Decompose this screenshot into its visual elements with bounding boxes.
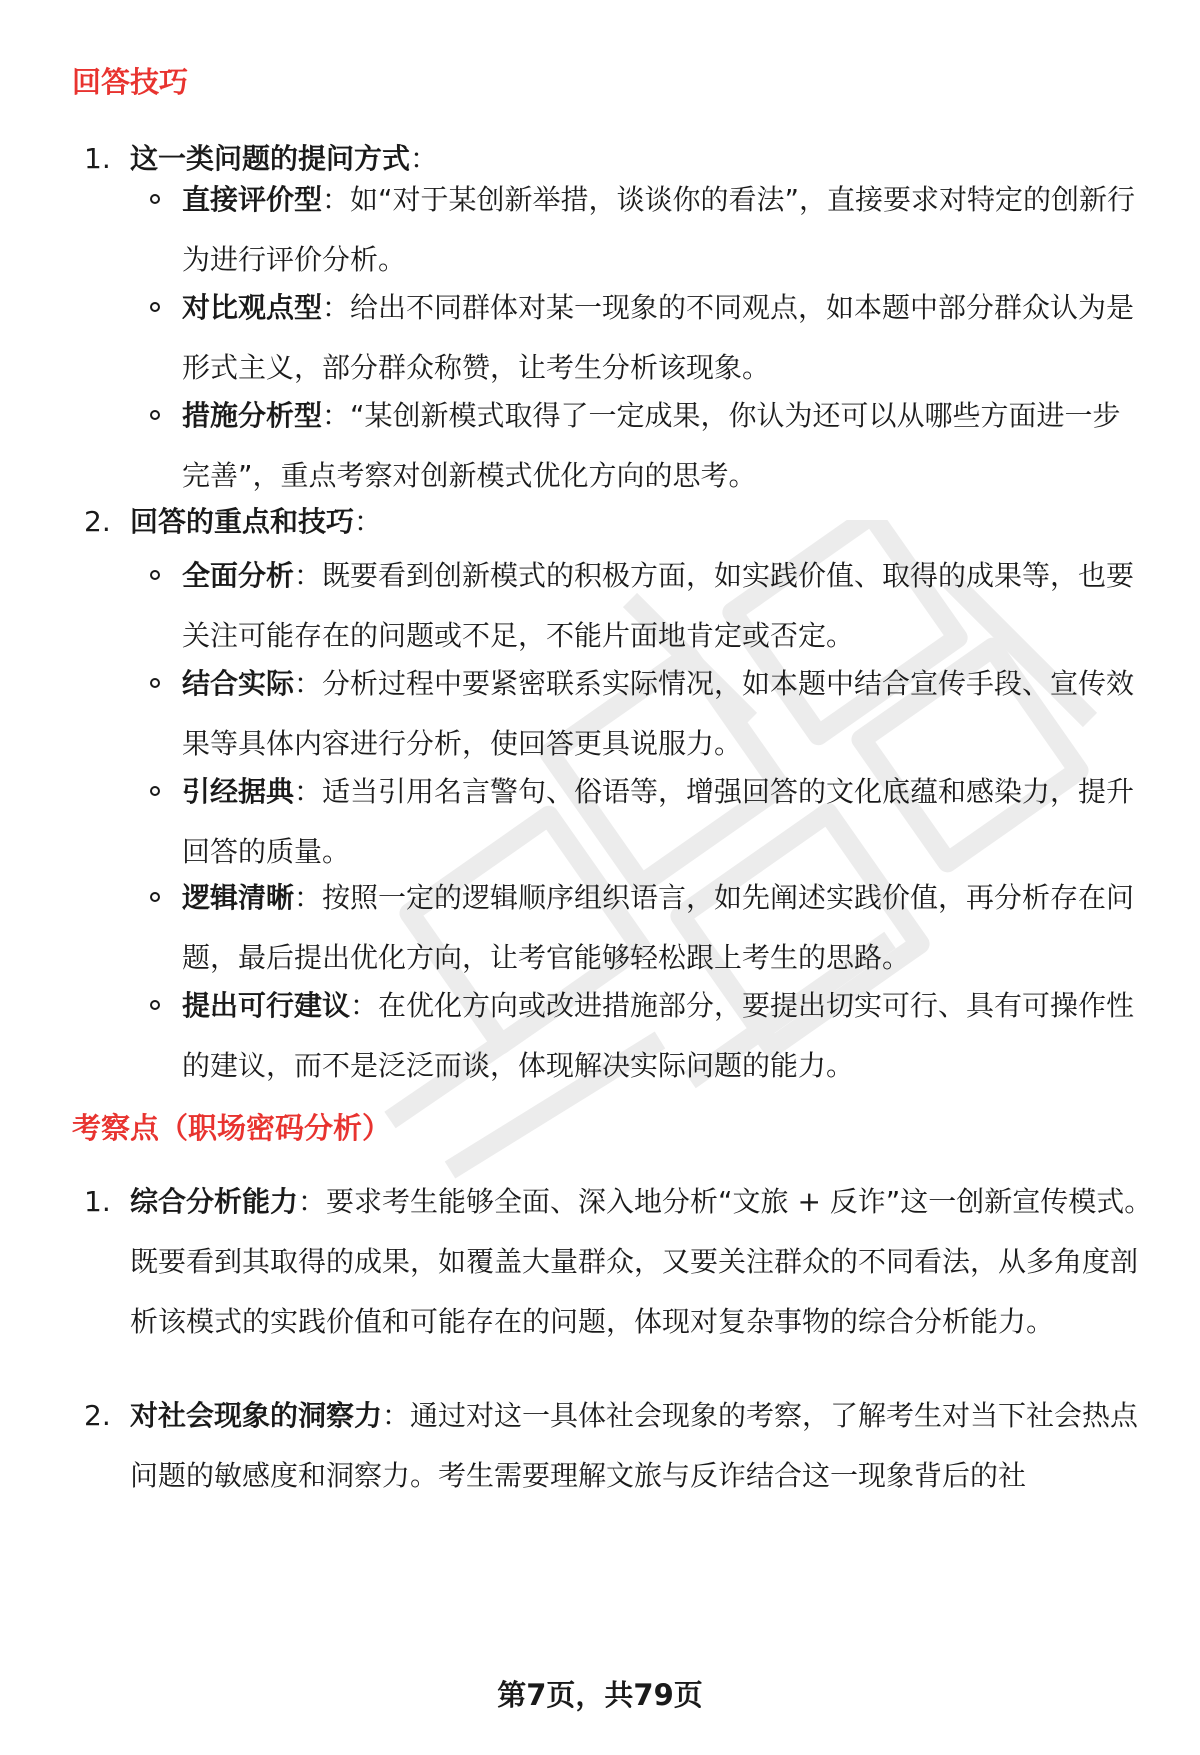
bullet-title: 全面分析 xyxy=(182,559,295,592)
bullet-item xyxy=(150,762,1140,882)
bullet-text: 既要看到创新模式的积极方面，如实践价值、取得的成果等，也要关注可能存在的问题或不足，不能片面地肯定或否定。 xyxy=(182,559,1135,652)
item-number: 2. xyxy=(84,1399,111,1432)
bullet-text: 如“对于某创新举措，谈谈你的看法”，直接要求对特定的创新行为进行评价分析。 xyxy=(182,183,1136,276)
bullet-text: 按照一定的逻辑顺序组织语言，如先阐述实践价值，再分析存在问题，最后提出优化方向，让考官能够轻松跟上考生的思路。 xyxy=(182,881,1135,974)
item-text: 要求考生能够全面、深入地分析“文旅 + 反诈”这一创新宣传模式。既要看到其取得的成果，如覆盖大量群众，又要关注群众的不同看法，从多角度剖析该模式的实践价值和可能存在的问题，体现对复杂事物的综合分析能力。 xyxy=(130,1185,1153,1338)
item-text: 通过对这一具体社会现象的考察，了解考生对当下社会热点问题的敏感度和洞察力。考生需要理解文旅与反诈结合这一现象背后的社 xyxy=(130,1399,1139,1492)
item-separator: ： xyxy=(382,1399,411,1432)
bullet-text: 分析过程中要紧密联系实际情况，如本题中结合宣传手段、宣传效果等具体内容进行分析，使回答更具说服力。 xyxy=(182,667,1135,760)
item-title: 这一类问题的提问方式 xyxy=(130,142,411,175)
bullet-item xyxy=(150,868,1140,988)
bullet-title: 直接评价型 xyxy=(182,183,323,216)
bullet-icon xyxy=(150,302,160,312)
item-separator: ： xyxy=(354,505,383,538)
bullet-separator: ： xyxy=(322,399,351,432)
bullet-separator: ： xyxy=(322,183,351,216)
section-heading-assessment-points: 考察点（职场密码分析） xyxy=(72,1111,392,1145)
bullet-title: 引经据典 xyxy=(182,775,295,808)
bullet-title: 结合实际 xyxy=(182,667,295,700)
bullet-separator: ： xyxy=(294,881,323,914)
item-separator: ： xyxy=(298,1185,327,1218)
numbered-item xyxy=(84,492,1164,552)
bullet-icon xyxy=(150,410,160,420)
bullet-item xyxy=(150,976,1140,1096)
bullet-item xyxy=(150,654,1140,774)
bullet-title: 对比观点型 xyxy=(182,291,323,324)
bullet-icon xyxy=(150,570,160,580)
bullet-text: “某创新模式取得了一定成果，你认为还可以从哪些方面进一步完善”，重点考察对创新模式优化方向的思考。 xyxy=(182,399,1121,492)
page-number: 第7页，共79页 xyxy=(497,1678,703,1712)
numbered-item xyxy=(84,1386,1164,1506)
bullet-separator: ： xyxy=(294,559,323,592)
bullet-item xyxy=(150,386,1140,506)
bullet-title: 措施分析型 xyxy=(182,399,323,432)
bullet-icon xyxy=(150,786,160,796)
bullet-item xyxy=(150,170,1140,290)
section-heading-answer-tips: 回答技巧 xyxy=(72,65,189,99)
bullet-separator: ： xyxy=(322,291,351,324)
bullet-text: 适当引用名言警句、俗语等，增强回答的文化底蕴和感染力，提升回答的质量。 xyxy=(182,775,1135,868)
item-number: 1. xyxy=(84,142,111,175)
bullet-icon xyxy=(150,194,160,204)
bullet-title: 逻辑清晰 xyxy=(182,881,295,914)
bullet-item xyxy=(150,546,1140,666)
bullet-title: 提出可行建议 xyxy=(182,989,351,1022)
bullet-separator: ： xyxy=(294,667,323,700)
bullet-icon xyxy=(150,678,160,688)
item-separator: ： xyxy=(410,142,439,175)
bullet-separator: ： xyxy=(350,989,379,1022)
item-title: 回答的重点和技巧 xyxy=(130,505,355,538)
item-title: 对社会现象的洞察力 xyxy=(130,1399,383,1432)
numbered-item xyxy=(84,1172,1164,1352)
item-title: 综合分析能力 xyxy=(130,1185,299,1218)
bullet-item xyxy=(150,278,1140,398)
item-number: 1. xyxy=(84,1185,111,1218)
bullet-text: 在优化方向或改进措施部分，要提出切实可行、具有可操作性的建议，而不是泛泛而谈，体现解决实际问题的能力。 xyxy=(182,989,1135,1082)
bullet-text: 给出不同群体对某一现象的不同观点，如本题中部分群众认为是形式主义，部分群众称赞，让考生分析该现象。 xyxy=(182,291,1135,384)
bullet-separator: ： xyxy=(294,775,323,808)
bullet-icon xyxy=(150,1000,160,1010)
bullet-icon xyxy=(150,892,160,902)
item-number: 2. xyxy=(84,505,111,538)
